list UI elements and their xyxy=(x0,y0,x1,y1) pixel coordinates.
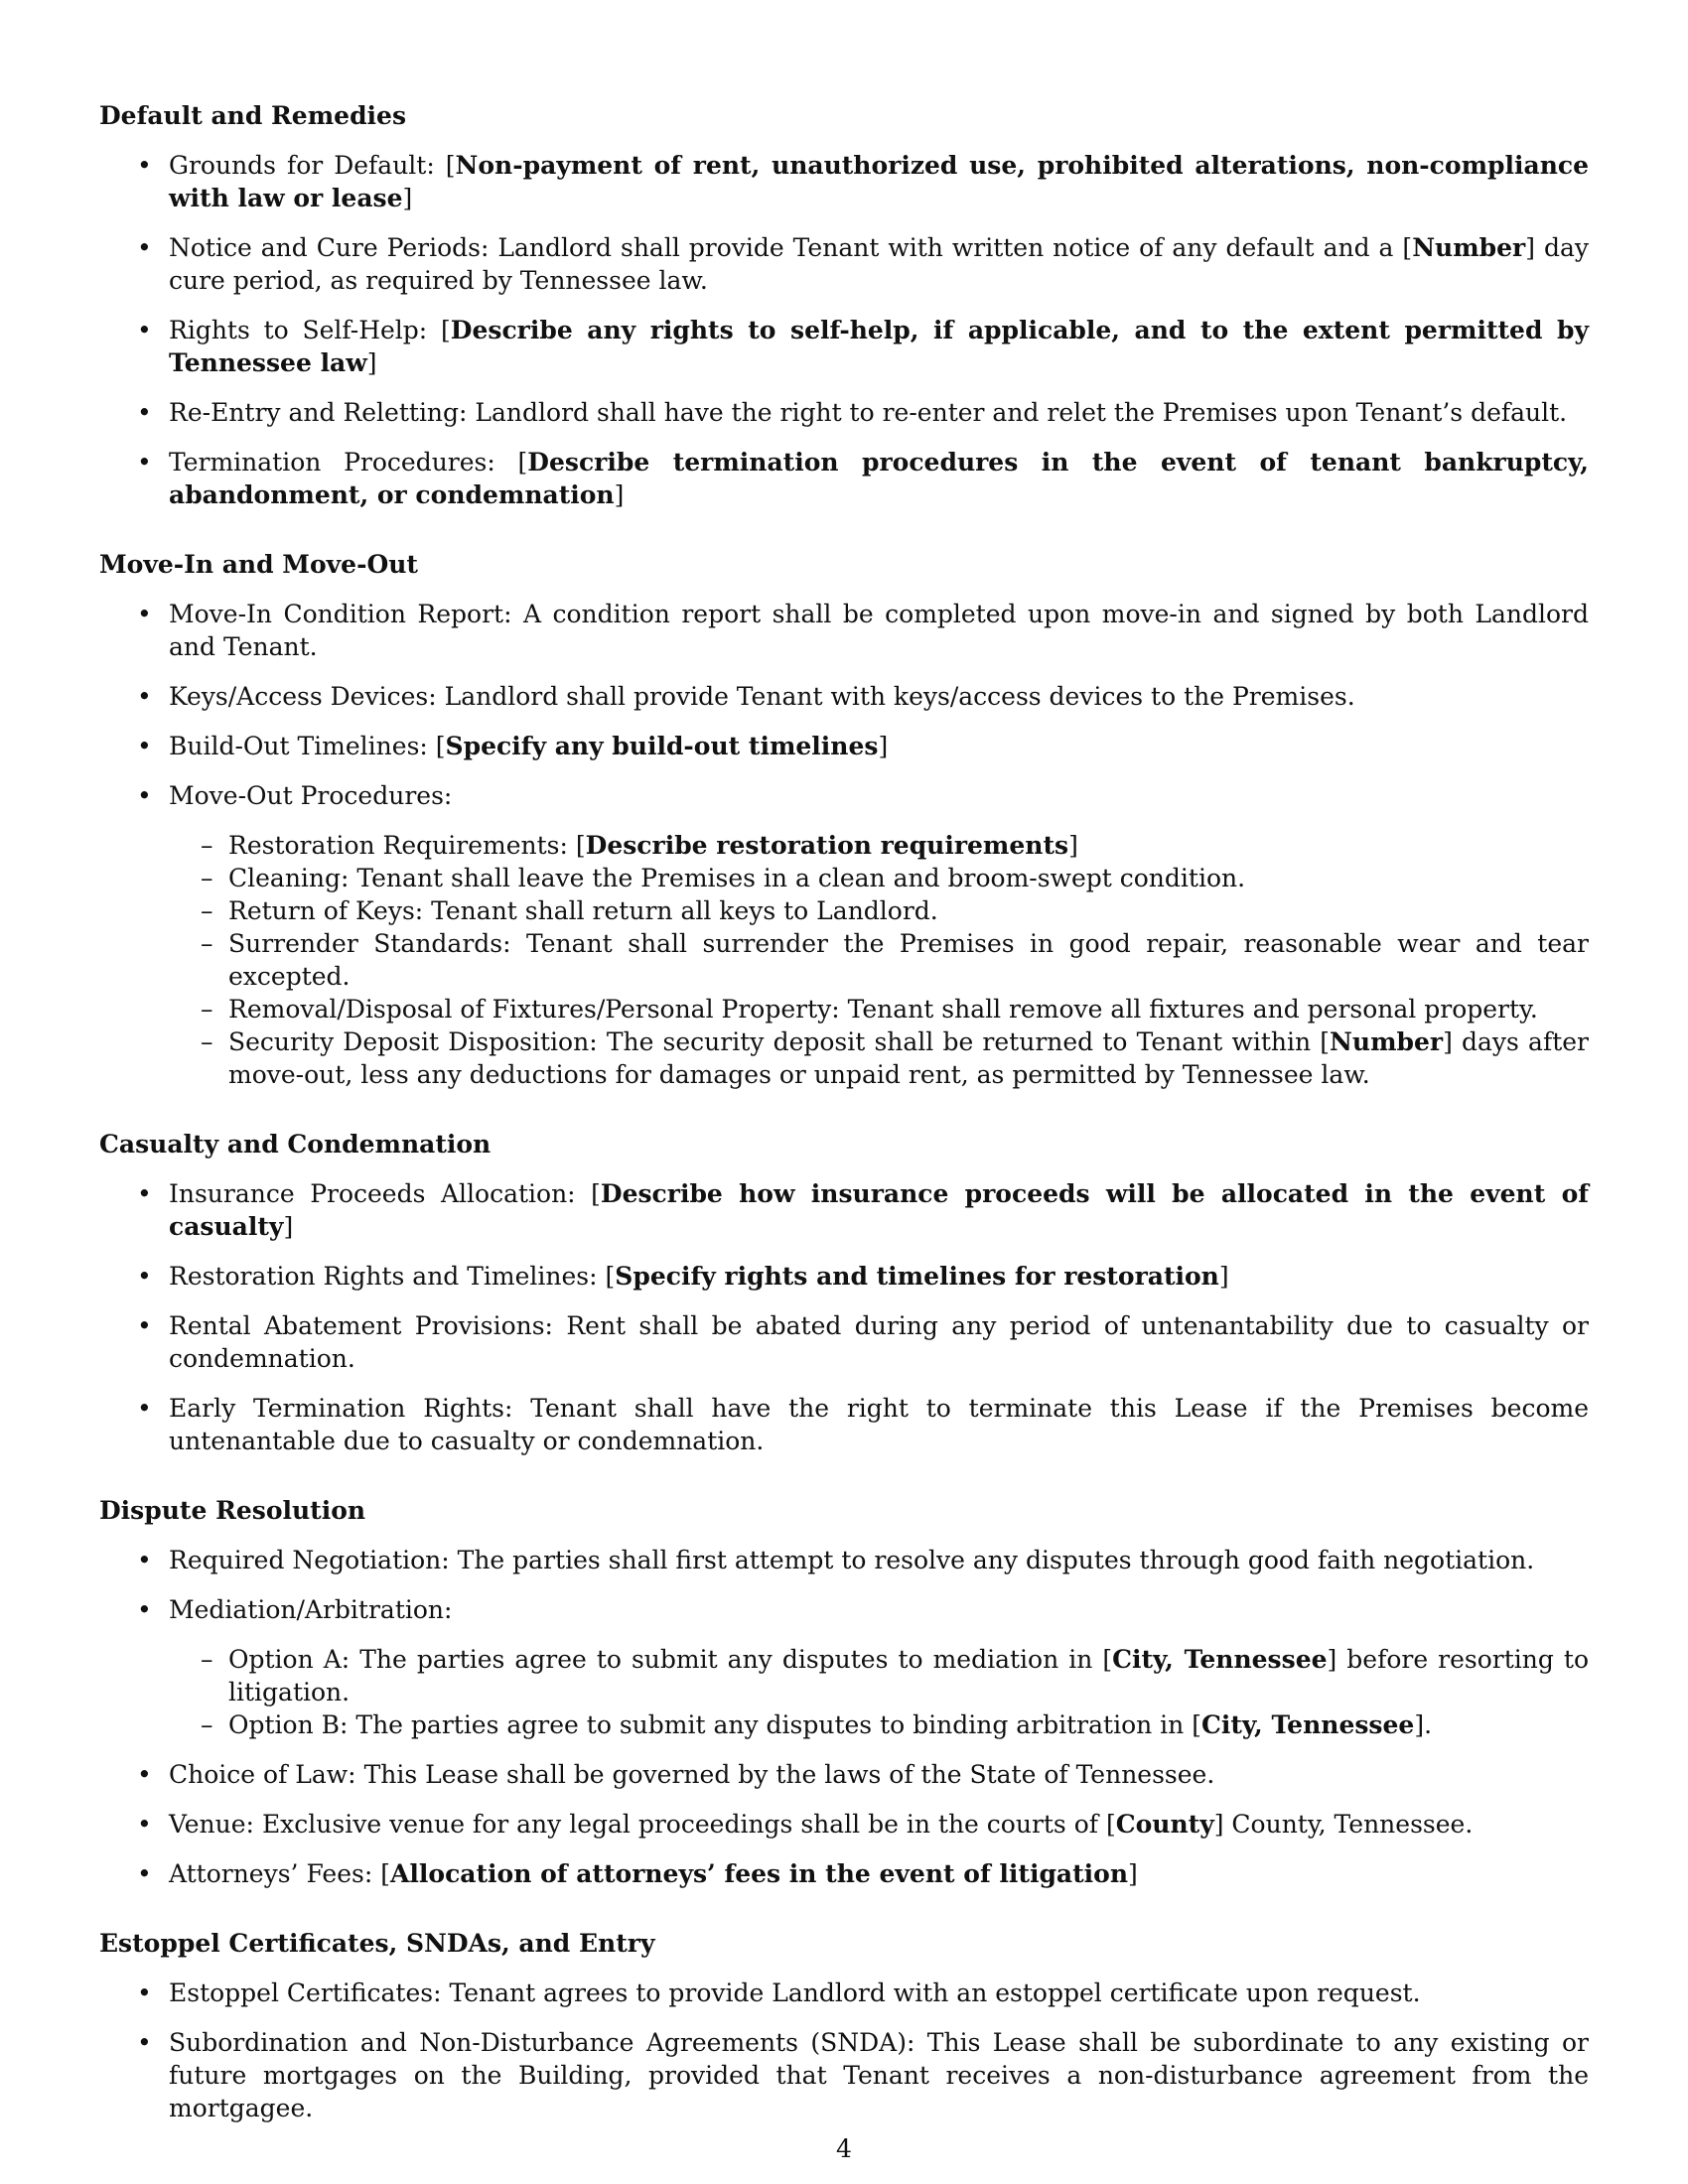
placeholder-text: County xyxy=(1115,1810,1214,1839)
item-label: Required Negotiation: xyxy=(169,1546,450,1574)
item-text: Landlord shall have the right to re-enter and relet the Premises upon Tenant’s default. xyxy=(475,398,1568,427)
item-text: [ xyxy=(441,316,451,344)
item-text: ] xyxy=(402,184,413,212)
list-item-estoppel-certificates xyxy=(99,1977,1589,2009)
list-item-rights-to-self-help xyxy=(99,314,1589,379)
item-text: Landlord shall provide Tenant with written notice of any default and a [ xyxy=(497,233,1413,262)
item-label: Security Deposit Disposition: xyxy=(228,1027,598,1056)
list-item-insurance-proceeds-allocation xyxy=(99,1177,1589,1243)
placeholder-text: City, Tennessee xyxy=(1112,1645,1328,1674)
placeholder-text: Non-payment of rent, unauthorized use, prohibited alterations, non-compliance with law or lease xyxy=(169,151,1590,212)
section-heading-estoppel-certificates-sndas-and-entry: Estoppel Certificates, SNDAs, and Entry xyxy=(99,1929,655,1958)
placeholder-text: Describe how insurance proceeds will be allocated in the event of casualty xyxy=(169,1179,1589,1241)
list-item-keys-access-devices xyxy=(99,680,1589,713)
placeholder-text: Describe termination procedures in the event of tenant bankruptcy, abandonment, or condemnation xyxy=(169,448,1589,509)
section-list xyxy=(99,1977,1589,2124)
item-label: Surrender Standards: xyxy=(228,929,511,958)
document-body xyxy=(99,99,1589,2161)
item-text: [ xyxy=(605,1262,616,1291)
section-list xyxy=(99,1544,1589,1890)
item-text: This Lease shall be subordinate to any existing or future mortgages on the Building, provided that Tenant receives a non-disturbance agreement from the mortgagee. xyxy=(169,2028,1589,2122)
item-text: ] xyxy=(283,1212,294,1241)
placeholder-text: Number xyxy=(1412,233,1526,262)
item-text: The parties shall first attempt to resolve any disputes through good faith negotiation. xyxy=(457,1546,1535,1574)
item-text: [ xyxy=(591,1179,601,1208)
item-text: [ xyxy=(517,448,528,477)
list-item-grounds-for-default xyxy=(99,149,1589,214)
item-label: Option A: xyxy=(228,1645,351,1674)
sub-item-return-of-keys xyxy=(169,894,1589,927)
item-text: Tenant shall return all keys to Landlord. xyxy=(431,896,938,925)
item-label: Insurance Proceeds Allocation: xyxy=(169,1179,576,1208)
item-label: Keys/Access Devices: xyxy=(169,682,437,711)
placeholder-text: Describe restoration requirements xyxy=(585,831,1069,860)
item-text: ] day cure period, as required by Tennessee law. xyxy=(169,233,1589,295)
sub-list xyxy=(169,829,1589,1091)
item-text: The security deposit shall be returned to Tenant within [ xyxy=(606,1027,1331,1056)
item-text: Tenant shall leave the Premises in a clean and broom-swept condition. xyxy=(356,864,1246,892)
item-text: ] County, Tennessee. xyxy=(1213,1810,1474,1839)
item-text: This Lease shall be governed by the laws of the State of Tennessee. xyxy=(363,1760,1215,1789)
list-item-build-out-timelines xyxy=(99,730,1589,762)
list-item-re-entry-and-reletting xyxy=(99,396,1589,429)
item-text: ] xyxy=(1068,831,1078,860)
sub-item-restoration-requirements xyxy=(169,829,1589,862)
item-label: Choice of Law: xyxy=(169,1760,356,1789)
sub-item-cleaning xyxy=(169,862,1589,894)
placeholder-text: City, Tennessee xyxy=(1200,1710,1415,1739)
list-item-rental-abatement-provisions xyxy=(99,1309,1589,1375)
item-text: Tenant shall have the right to terminate this Lease if the Premises become untenantable due to casualty or condemnation. xyxy=(169,1394,1590,1455)
sub-item-security-deposit-disposition xyxy=(169,1025,1589,1091)
item-label: Rental Abatement Provisions: xyxy=(169,1311,553,1340)
item-text: Exclusive venue for any legal proceedings shall be in the courts of [ xyxy=(261,1810,1116,1839)
item-label: Subordination and Non-Disturbance Agreements (SNDA): xyxy=(169,2028,915,2057)
list-item-required-negotiation xyxy=(99,1544,1589,1576)
list-item-venue xyxy=(99,1808,1589,1841)
list-item-early-termination-rights xyxy=(99,1392,1589,1457)
list-item-move-out-procedures xyxy=(99,779,1589,1091)
item-label: Early Termination Rights: xyxy=(169,1394,513,1423)
placeholder-text: Describe any rights to self-help, if applicable, and to the extent permitted by Tennessee law xyxy=(169,316,1589,377)
item-text: The parties agree to submit any disputes to mediation in [ xyxy=(359,1645,1113,1674)
placeholder-text: Specify any build-out timelines xyxy=(445,732,879,760)
item-text: ] days after move-out, less any deductions for damages or unpaid rent, as permitted by Tennessee law. xyxy=(228,1027,1590,1089)
item-label: Estoppel Certificates: xyxy=(169,1979,442,2007)
placeholder-text: Allocation of attorneys’ fees in the event of litigation xyxy=(390,1859,1129,1888)
section-heading-casualty-and-condemnation: Casualty and Condemnation xyxy=(99,1130,492,1159)
item-text: The parties agree to submit any disputes to binding arbitration in [ xyxy=(355,1710,1201,1739)
item-text: [ xyxy=(435,732,446,760)
list-item-attorneys-fees xyxy=(99,1857,1589,1890)
item-text: ]. xyxy=(1414,1710,1433,1739)
sub-item-removal-disposal-of-fixtures-personal-property xyxy=(169,993,1589,1025)
item-text: ] xyxy=(1218,1262,1229,1291)
item-label: Move-Out Procedures: xyxy=(169,781,453,810)
item-text: ] xyxy=(878,732,889,760)
item-text: [ xyxy=(380,1859,390,1888)
item-text: [ xyxy=(445,151,456,180)
list-item-restoration-rights-and-timelines xyxy=(99,1260,1589,1293)
item-label: Venue: xyxy=(169,1810,254,1839)
item-label: Termination Procedures: xyxy=(169,448,495,477)
sub-item-option-b xyxy=(169,1708,1589,1741)
item-label: Restoration Rights and Timelines: xyxy=(169,1262,598,1291)
item-text: Tenant agrees to provide Landlord with an estoppel certificate upon request. xyxy=(449,1979,1421,2007)
page-number: 4 xyxy=(836,2134,852,2163)
item-label: Attorneys’ Fees: xyxy=(169,1859,373,1888)
section-list xyxy=(99,1177,1589,1457)
item-label: Notice and Cure Periods: xyxy=(169,233,490,262)
list-item-notice-and-cure-periods xyxy=(99,231,1589,297)
list-item-move-in-condition-report xyxy=(99,598,1589,663)
item-text: ] xyxy=(366,348,377,377)
section-heading-move-in-and-move-out: Move-In and Move-Out xyxy=(99,550,418,579)
section-heading-dispute-resolution: Dispute Resolution xyxy=(99,1496,366,1525)
section-list xyxy=(99,598,1589,1091)
item-label: Mediation/Arbitration: xyxy=(169,1595,453,1624)
list-item-choice-of-law xyxy=(99,1758,1589,1791)
sub-item-option-a xyxy=(169,1643,1589,1708)
item-text: A condition report shall be completed upon move-in and signed by both Landlord and Tenant. xyxy=(169,600,1589,661)
placeholder-text: Specify rights and timelines for restoration xyxy=(615,1262,1219,1291)
item-text: ] xyxy=(614,480,625,509)
item-label: Return of Keys: xyxy=(228,896,424,925)
section-list xyxy=(99,149,1589,511)
item-label: Build-Out Timelines: xyxy=(169,732,428,760)
item-label: Rights to Self-Help: xyxy=(169,316,428,344)
item-label: Option B: xyxy=(228,1710,349,1739)
item-label: Re-Entry and Reletting: xyxy=(169,398,468,427)
list-item-subordination-and-non-disturbance-agreements-snda xyxy=(99,2026,1589,2124)
item-label: Move-In Condition Report: xyxy=(169,600,512,628)
sub-list xyxy=(169,1643,1589,1741)
list-item-termination-procedures xyxy=(99,446,1589,511)
list-item-mediation-arbitration xyxy=(99,1593,1589,1741)
item-text: [ xyxy=(575,831,586,860)
item-text: Rent shall be abated during any period of untenantability due to casualty or condemnation. xyxy=(169,1311,1590,1373)
item-label: Restoration Requirements: xyxy=(228,831,568,860)
section-heading-default-and-remedies: Default and Remedies xyxy=(99,101,407,130)
placeholder-text: Number xyxy=(1330,1027,1444,1056)
sub-item-surrender-standards xyxy=(169,927,1589,993)
item-text: ] xyxy=(1128,1859,1138,1888)
item-label: Grounds for Default: xyxy=(169,151,435,180)
item-text: Tenant shall surrender the Premises in good repair, reasonable wear and tear excepted. xyxy=(228,929,1589,991)
item-label: Removal/Disposal of Fixtures/Personal Property: xyxy=(228,995,840,1024)
item-text: Landlord shall provide Tenant with keys/access devices to the Premises. xyxy=(444,682,1355,711)
item-text: Tenant shall remove all fixtures and personal property. xyxy=(847,995,1538,1024)
item-label: Cleaning: xyxy=(228,864,350,892)
item-text: ] before resorting to litigation. xyxy=(228,1645,1590,1706)
